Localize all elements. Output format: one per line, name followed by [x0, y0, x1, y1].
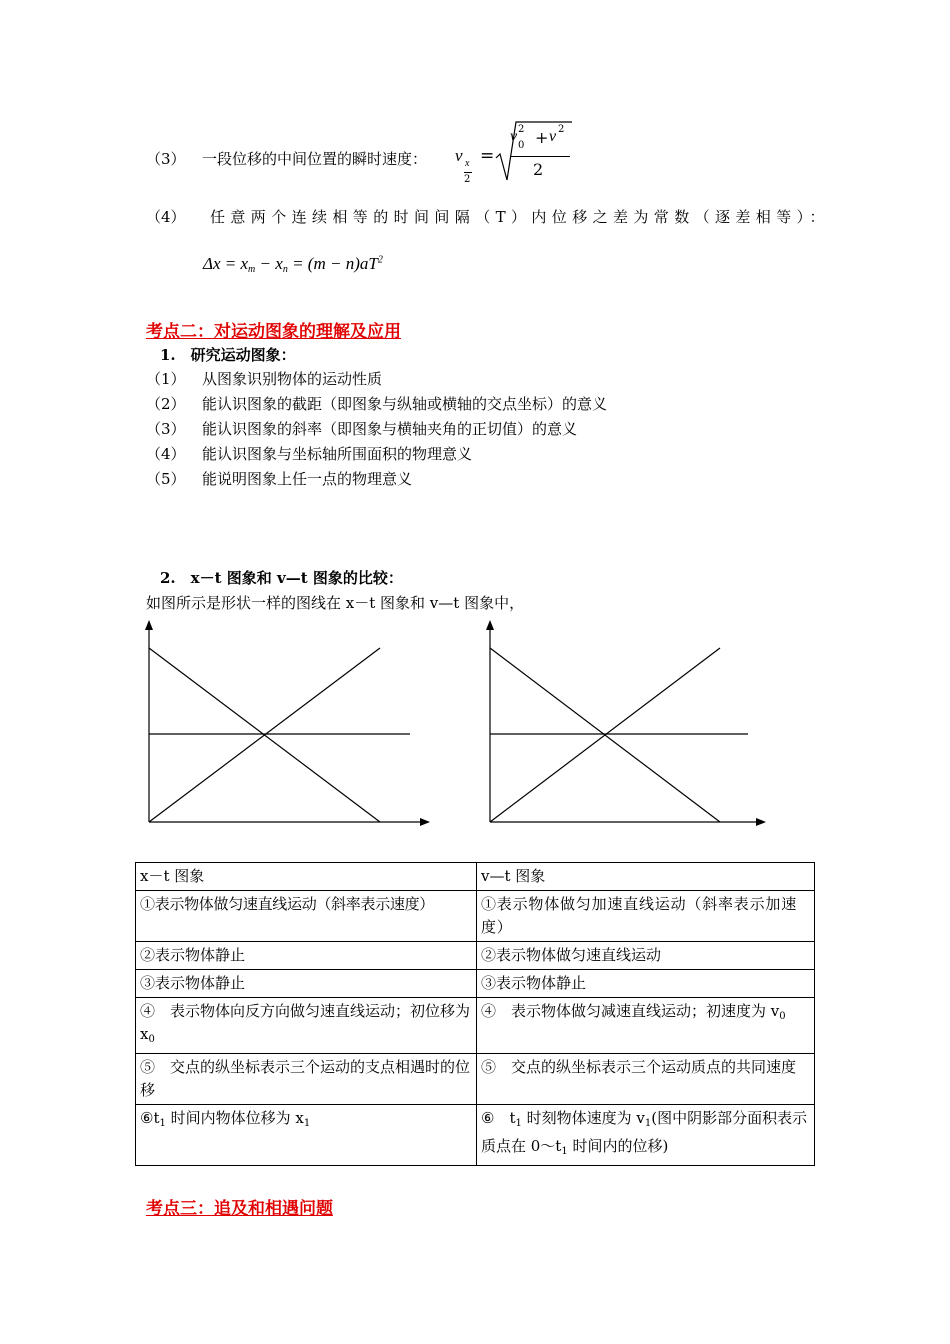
table-cell	[477, 998, 815, 1054]
table-cell-text: ⑥ t	[481, 1109, 516, 1127]
section2-subheading-1: 1. 研究运动图象：	[160, 346, 296, 364]
table-cell-subscript: 0	[779, 1011, 786, 1022]
list-item	[146, 443, 472, 464]
formula3-fraction-bar	[510, 156, 570, 157]
table-cell-text: ①表示物体做匀加速直线运动（斜率表示加速度）	[481, 895, 798, 936]
formula3-equals: =	[480, 146, 495, 166]
table-cell-subscript: 1	[644, 1118, 652, 1129]
table-cell: ③表示物体静止	[136, 970, 477, 998]
formula3-number: （3）	[146, 150, 186, 168]
formula4-sup-2: 2	[377, 254, 383, 266]
table-row	[136, 891, 815, 942]
formula4-expr-part1: Δx = x	[203, 254, 249, 273]
table-cell-text: 时间内的位移)	[567, 1137, 669, 1155]
list-item-number: （5）	[146, 470, 186, 488]
vt-graph	[470, 618, 780, 832]
table-cell: ②表示物体做匀速直线运动	[477, 942, 815, 970]
table-row	[136, 998, 815, 1054]
formula4-expression	[203, 254, 383, 275]
list-item-number: （2）	[146, 395, 186, 413]
table-cell-text: (图中阴影部分面积表示质点在 0～t	[481, 1109, 808, 1155]
table-header-cell: x－t 图象	[136, 863, 477, 891]
list-item-number: （1）	[146, 370, 186, 388]
table-row	[136, 1054, 815, 1105]
table-header-cell: v—t 图象	[477, 863, 815, 891]
table-row	[136, 1105, 815, 1166]
table-cell	[136, 998, 477, 1054]
table-cell: ③表示物体静止	[477, 970, 815, 998]
table-cell-text: ⑥t	[140, 1109, 160, 1127]
list-item-text: 能认识图象的斜率（即图象与横轴夹角的正切值）的意义	[202, 420, 578, 438]
formula3-text: 一段位移的中间位置的瞬时速度：	[202, 150, 428, 168]
formula4-expr-part2: − x	[255, 254, 283, 273]
table-header-row	[136, 863, 815, 891]
list-item	[146, 393, 607, 414]
formula4-sub-n: n	[282, 264, 288, 275]
formula3-v-sup: 2	[558, 124, 565, 135]
formula3-v: v	[549, 128, 557, 145]
table-cell: ②表示物体静止	[136, 942, 477, 970]
table-cell-text: 时刻物体速度为 v	[521, 1109, 645, 1127]
section2-title: 考点二：对运动图象的理解及应用	[146, 322, 401, 342]
list-item-text: 能认识图象与坐标轴所围面积的物理意义	[202, 445, 473, 463]
xt-x-axis-arrow	[420, 818, 430, 826]
xt-graph	[130, 618, 440, 832]
table-cell-text: 时间内物体位移为 x	[165, 1109, 304, 1127]
formula3-lhs-sub-2: 2	[464, 174, 471, 185]
table-row	[136, 970, 815, 998]
formula3-lhs-v: v	[455, 146, 463, 165]
table-cell-subscript: 1	[159, 1118, 166, 1129]
list-item-text: 从图象识别物体的运动性质	[202, 370, 383, 388]
comparison-table	[135, 862, 815, 1166]
vt-x-axis-arrow	[756, 818, 766, 826]
table-cell	[136, 1105, 477, 1166]
list-item-text: 能说明图象上任一点的物理意义	[202, 470, 413, 488]
list-item	[146, 418, 577, 439]
list-item	[146, 468, 412, 489]
vt-y-axis-arrow	[486, 620, 494, 630]
table-cell-subscript: 1	[303, 1118, 311, 1129]
list-item-text: 能认识图象的截距（即图象与纵轴或横轴的交点坐标）的意义	[202, 395, 608, 413]
xt-y-axis-arrow	[145, 620, 153, 630]
table-cell-subscript: 1	[515, 1118, 522, 1129]
table-cell-text: ①表示物体做匀速直线运动（斜率表示速度）	[140, 895, 435, 913]
formula3-v0: v	[510, 128, 518, 145]
table-cell	[136, 891, 477, 942]
formula3-denominator: 2	[533, 160, 544, 179]
section3-title: 考点三：追及和相遇问题	[146, 1199, 333, 1219]
table-cell	[477, 891, 815, 942]
table-cell-subscript: 0	[148, 1034, 155, 1045]
formula4-expr-part3: = (m − n)aT	[287, 254, 378, 273]
list-item-number: （4）	[146, 445, 186, 463]
formula3-v0-sub: 0	[518, 140, 525, 151]
table-row	[136, 942, 815, 970]
formula3-v0-sup: 2	[518, 124, 525, 135]
list-item	[146, 368, 382, 389]
formula3-lhs-sub-bar	[464, 172, 472, 173]
formula4-sub-m: m	[248, 264, 256, 275]
formula4-number: （4）	[146, 208, 186, 226]
section2-intro: 如图所示是形状一样的图线在 x－t 图象和 v—t 图象中，	[146, 594, 525, 612]
table-cell: ⑤ 交点的纵坐标表示三个运动质点的共同速度	[477, 1054, 815, 1105]
table-cell-text: ④ 表示物体做匀减速直线运动；初速度为 v	[481, 1002, 780, 1020]
formula3-lhs-sub-x: x	[465, 158, 470, 169]
section2-subheading-2: 2. x－t 图象和 v—t 图象的比较：	[160, 569, 403, 587]
table-cell: ⑤ 交点的纵坐标表示三个运动的支点相遇时的位移	[136, 1054, 477, 1105]
table-cell-subscript: 1	[561, 1146, 568, 1157]
list-item-number: （3）	[146, 420, 186, 438]
table-cell-text: ④ 表示物体向反方向做匀速直线运动；初位移为 x	[140, 1002, 471, 1043]
table-cell	[477, 1105, 815, 1166]
formula4-text: 任意两个连续相等的时间间隔（T）内位移之差为常数（逐差相等）：	[210, 208, 830, 226]
formula3-plus: +	[535, 128, 549, 147]
